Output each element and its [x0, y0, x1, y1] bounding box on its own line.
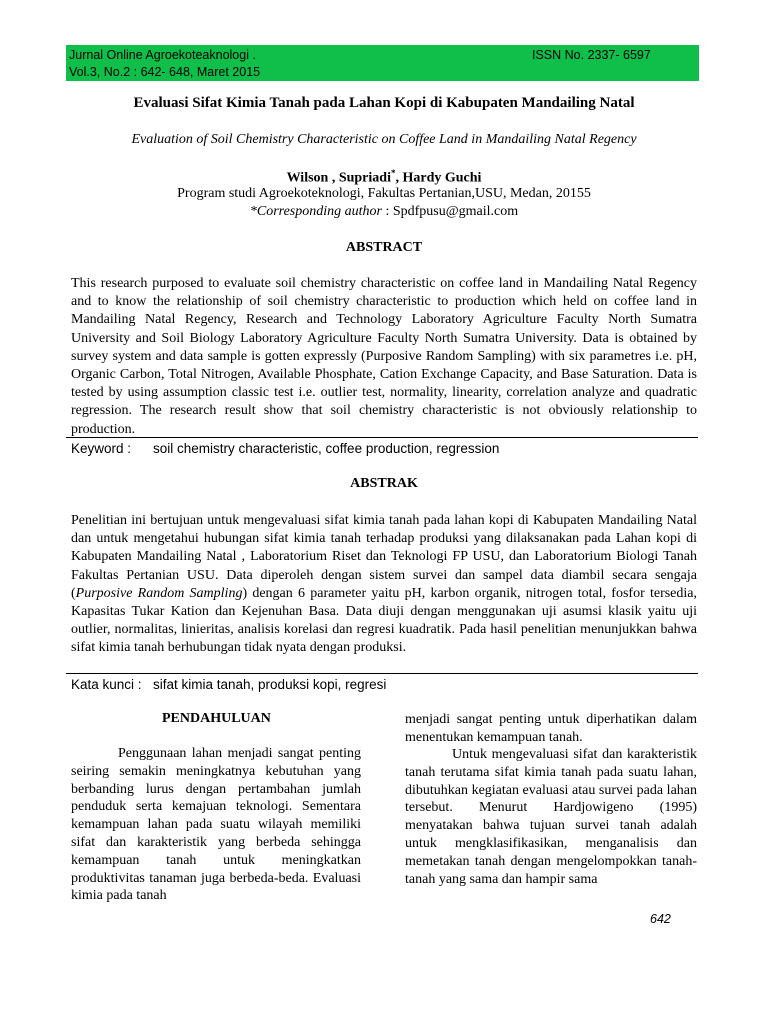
abstrak-text-1: Penelitian ini bertujuan untuk mengevaluasi sifat kimia tanah pada lahan kopi di Kabupaten Mandailing Natal dan untuk mengetahui hubungan sifat kimia tanah terhadap produksi yang dilaksanakan pada Lahan kopi di Kabupaten Mandailing Natal , Laboratorium Riset dan Teknologi FP USU, dan Laboratorium Biologi Tanah Fakultas Pertanian USU. Data diperoleh dengan sistem survei dan sampel data diambil secara sengaja (: [71, 513, 697, 601]
abstract-keywords: [71, 441, 499, 456]
journal-header-bar: [66, 45, 699, 81]
corresponding-author: [0, 204, 768, 220]
journal-name: Jurnal Online Agroekoteaknologi .: [69, 48, 256, 62]
keyword-values: soil chemistry characteristic, coffee production, regression: [153, 441, 500, 456]
abstrak-divider: [66, 673, 698, 674]
abstrak-text-italic: Purposive Random Sampling: [75, 585, 243, 601]
intro-right-para-1: menjadi sangat penting untuk diperhatikan dalam menentukan kemampuan tanah.: [405, 712, 697, 745]
authors-part2: , Hardy Guchi: [395, 170, 482, 186]
intro-right-para-2: Untuk mengevaluasi sifat dan karakteristik tanah terutama sifat kimia tanah pada suatu lahan, dibutuhkan kegiatan evaluasi atau survei pada lahan tersebut. Menurut Hardjowigeno (1995) menyatakan bahwa tujuan survei tanah adalah untuk mengklasifikasikan, menganalisis dan memetakan tanah dengan mengelompokkan tanah-tanah yang sama dan hampir sama: [405, 747, 697, 887]
abstrak-heading: ABSTRAK: [350, 476, 418, 491]
author-list: [0, 168, 768, 187]
paper-subtitle: Evaluation of Soil Chemistry Characteristic on Coffee Land in Mandailing Natal Regency: [131, 132, 637, 147]
abstrak-keywords: [71, 677, 386, 692]
abstract-text: This research purposed to evaluate soil chemistry characteristic on coffee land in Mandailing Natal Regency and to know the relationship of soil chemistry characteristic to production which held on coffee land in Mandailing Natal Regency, Research and Technology Laboratory Agriculture Faculty North Sumatra University and Soil Biology Laboratory Agriculture Faculty North Sumatra University. Data is obtained by survey system and data sample is gotten expressly (Purposive Random Sampling) with six parametres i.e. pH, Organic Carbon, Total Nitrogen, Available Phosphate, Cation Exchange Capacity, and Base Saturation. Data is tested by using assumption classic test i.e. outlier test, normality, linearity, correlation analyze and quadratic regression. The research result show that soil chemistry characteristic is not obviously relationship to production.: [71, 276, 697, 437]
page-number: 642: [650, 912, 671, 926]
affiliation: Program studi Agroekoteknologi, Fakultas Pertanian,USU, Medan, 20155: [177, 186, 591, 201]
corresponding-mark: *: [390, 168, 396, 178]
paper-title: Evaluasi Sifat Kimia Tanah pada Lahan Kopi di Kabupaten Mandailing Natal: [133, 95, 635, 111]
intro-heading: PENDAHULUAN: [162, 711, 271, 726]
journal-volume: Vol.3, No.2 : 642- 648, Maret 2015: [69, 65, 261, 79]
keyword-label: Keyword :: [71, 441, 132, 456]
corresponding-email: : Spdfpusu@gmail.com: [381, 204, 519, 219]
journal-issn: ISSN No. 2337- 6597: [532, 48, 651, 62]
authors-part1: Wilson , Supriadi: [286, 170, 391, 186]
kata-kunci-label: Kata kunci :: [71, 677, 142, 692]
corresponding-label: *Corresponding author: [249, 204, 382, 219]
intro-left-column: Penggunaan lahan menjadi sangat penting seiring semakin meningkatnya kebutuhan yang berbanding lurus dengan pertambahan jumlah penduduk serta kemajuan teknologi. Sementara kemampuan lahan pada suatu wilayah memiliki sifat dan karakteristik yang berbeda sehingga kemampuan tanah untuk meningkatkan produktivitas tanaman juga berbeda-beda. Evaluasi kimia pada tanah: [71, 746, 361, 904]
abstract-divider: [66, 437, 698, 438]
abstrak-text-2: ) dengan 6 parameter yaitu pH, karbon organik, nitrogen total, fosfor tersedia, Kapasitas Tukar Kation dan Kejenuhan Basa. Data diuji dengan menggunakan uji asumsi klasik yaitu uji outlier, normalitas, linieritas, analisis korelasi dan regresi kuadratik. Pada hasil penelitian menunjukkan bahwa sifat kimia tanah berhubungan tidak nyata dengan produksi.: [71, 585, 697, 656]
abstract-heading: ABSTRACT: [345, 240, 423, 255]
kata-kunci-values: sifat kimia tanah, produksi kopi, regresi: [153, 677, 387, 692]
abstrak-text: [71, 512, 697, 658]
